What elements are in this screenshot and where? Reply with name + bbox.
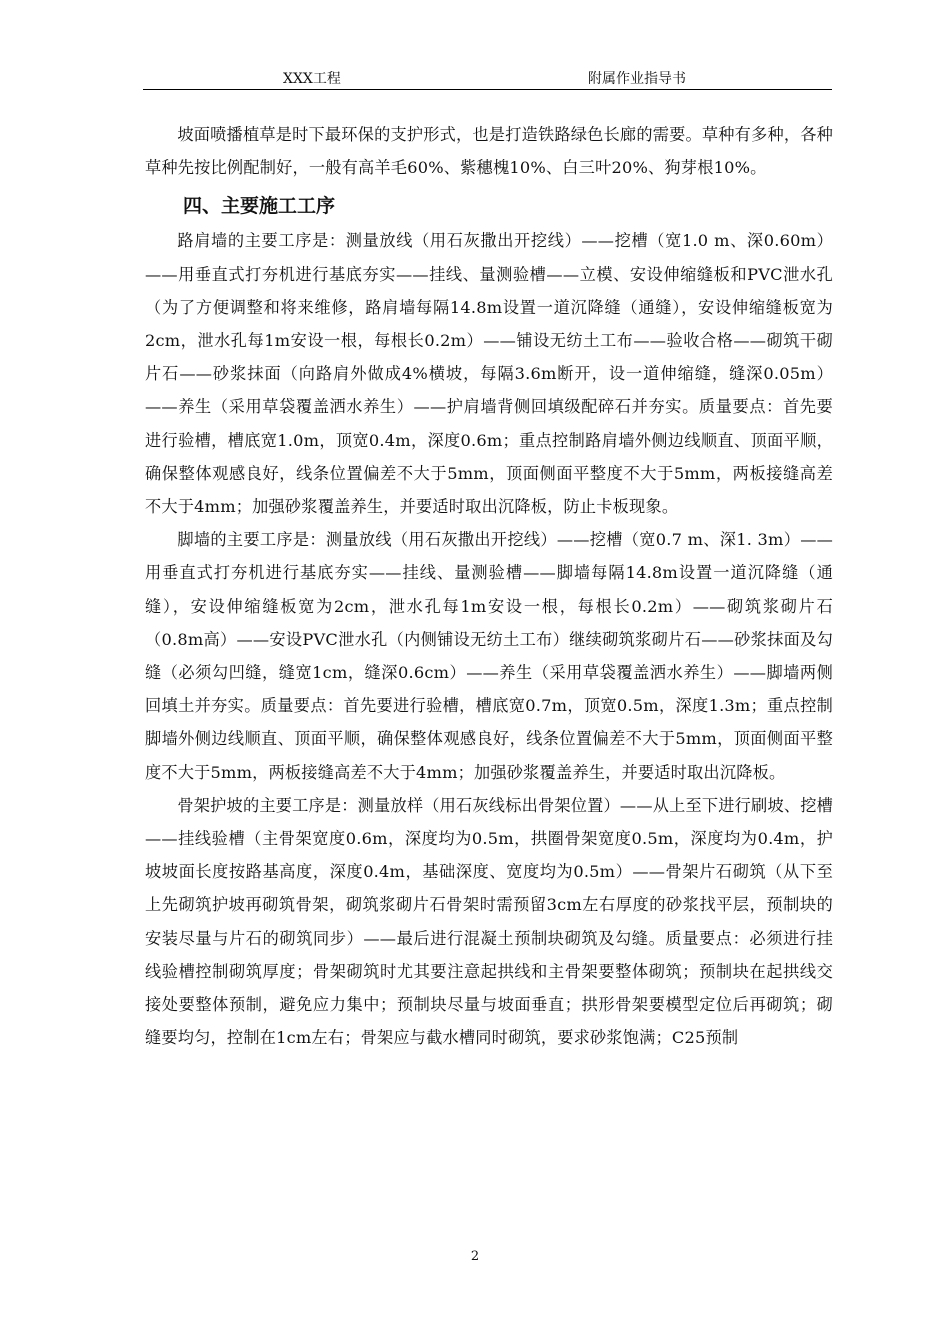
header-divider — [143, 89, 832, 90]
header-project-title: XXX工程 — [283, 71, 341, 87]
paragraph-shoulder-wall: 路肩墙的主要工序是：测量放线（用石灰撒出开挖线）——挖槽（宽1.0 m、深0.60m）——用垂直式打夯机进行基底夯实——挂线、量测验槽——立模、安设伸缩缝板和PVC泄水孔（为了方便调整和将来维修，路肩墙每隔14.8m设置一道沉降缝（通缝），安设伸缩缝板宽为2cm，泄水孔每1m安设一根，每根长0.2m）——铺设无纺土工布——验收合格——砌筑干砌片石——砂浆抹面（向路肩外做成4%横坡，每隔3.6m断开，设一道伸缩缝，缝深0.05m）——养生（采用草袋覆盖洒水养生）——护肩墙背侧回填级配碎石并夯实。质量要点：首先要进行验槽，槽底宽1.0m，顶宽0.4m，深度0.6m；重点控制路肩墙外侧边线顺直、顶面平顺，确保整体观感良好，线条位置偏差不大于5mm，顶面侧面平整度不大于5mm，两板接缝高差不大于4mm；加强砂浆覆盖养生，并要适时取出沉降板，防止卡板现象。 — [145, 231, 833, 517]
page-number: 2 — [470, 1249, 480, 1264]
page-header — [143, 64, 832, 88]
paragraph-grass-seeding: 坡面喷播植草是时下最环保的支护形式，也是打造铁路绿色长廊的需要。草种有多种，各种草种先按比例配制好，一般有高羊毛60%、紫穗槐10%、白三叶20%、狗芽根10%。 — [145, 125, 833, 178]
paragraph-foot-wall: 脚墙的主要工序是：测量放线（用石灰撒出开挖线）——挖槽（宽0.7 m、深1. 3m）——用垂直式打夯机进行基底夯实——挂线、量测验槽——脚墙每隔14.8m设置一道沉降缝（通缝），安设伸缩缝板宽为2cm，泄水孔每1m安设一根，每根长0.2m）——砌筑浆砌片石（0.8m高）——安设PVC泄水孔（内侧铺设无纺土工布）继续砌筑浆砌片石——砂浆抹面及勾缝（必须勾凹缝，缝宽1cm，缝深0.6cm）——养生（采用草袋覆盖洒水养生）——脚墙两侧回填土并夯实。质量要点：首先要进行验槽，槽底宽0.7m，顶宽0.5m，深度1.3m；重点控制脚墙外侧边线顺直、顶面平顺，确保整体观感良好，线条位置偏差不大于5mm，顶面侧面平整度不大于5mm，两板接缝高差不大于4mm；加强砂浆覆盖养生，并要适时取出沉降板。 — [145, 530, 833, 782]
document-body — [145, 118, 833, 1054]
paragraph-frame-slope: 骨架护坡的主要工序是：测量放样（用石灰线标出骨架位置）——从上至下进行刷坡、挖槽——挂线验槽（主骨架宽度0.6m，深度均为0.5m，拱圈骨架宽度0.5m，深度均为0.4m，护坡坡面长度按路基高度，深度0.4m，基础深度、宽度均为0.5m）——骨架片石砌筑（从下至上先砌筑护坡再砌筑骨架，砌筑浆砌片石骨架时需预留3cm左右厚度的砂浆找平层，预制块的安装尽量与片石的砌筑同步）——最后进行混凝土预制块砌筑及勾缝。质量要点：必须进行挂线验槽控制砌筑厚度；骨架砌筑时尤其要注意起拱线和主骨架要整体砌筑；预制块在起拱线交接处要整体预制，避免应力集中；预制块尽量与坡面垂直；拱形骨架要模型定位后再砌筑；砌缝要均匀，控制在1cm左右；骨架应与截水槽同时砌筑，要求砂浆饱满；C25预制 — [145, 795, 833, 1048]
header-document-title: 附属作业指导书 — [588, 71, 686, 87]
section-heading: 四、主要施工工序 — [183, 195, 336, 218]
